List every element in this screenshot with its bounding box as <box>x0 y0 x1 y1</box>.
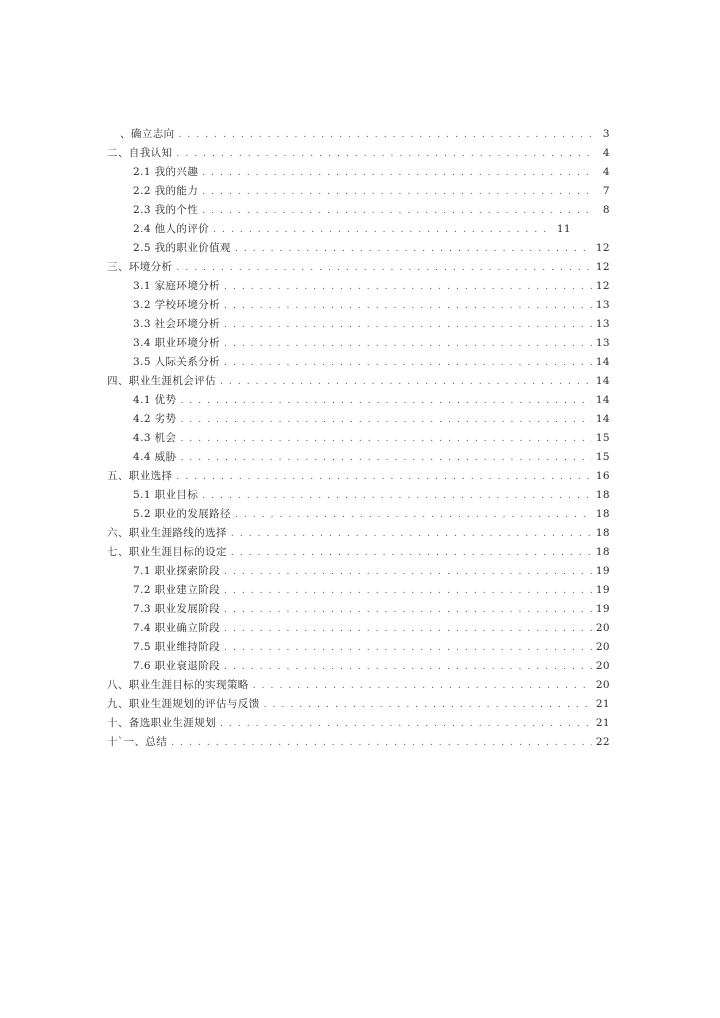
toc-leader-dots <box>224 316 592 335</box>
toc-entry[interactable] <box>133 182 610 201</box>
toc-entry-title: 3.2 学校环境分析 <box>133 299 221 311</box>
toc-leader-dots <box>180 449 591 468</box>
toc-entry-page: 19 <box>595 603 610 615</box>
toc-entry-title: 十、备选职业生涯规划 <box>107 717 216 729</box>
toc-leader-dots <box>171 734 592 753</box>
toc-entry-page: 11 <box>556 223 571 235</box>
toc-leader-dots <box>180 392 591 411</box>
toc-leader-dots <box>224 354 592 373</box>
toc-entry[interactable] <box>133 410 610 429</box>
toc-entry-title: 2.2 我的能力 <box>133 185 199 197</box>
toc-entry-page: 19 <box>595 565 610 577</box>
toc-entry-page: 20 <box>595 679 610 691</box>
toc-entry[interactable] <box>133 619 610 638</box>
toc-entry[interactable] <box>107 543 610 562</box>
toc-entry-page: 19 <box>595 584 610 596</box>
toc-leader-dots <box>220 715 592 734</box>
toc-entry[interactable] <box>133 448 610 467</box>
toc-entry-title: 十`一、总结 <box>107 736 168 748</box>
toc-leader-dots <box>253 677 592 696</box>
toc-entry[interactable] <box>107 733 610 752</box>
toc-entry-page: 18 <box>595 546 610 558</box>
toc-entry-title: 5.2 职业的发展路径 <box>133 508 231 520</box>
toc-entry[interactable] <box>120 125 610 144</box>
toc-entry[interactable] <box>107 714 610 733</box>
toc-entry[interactable] <box>133 163 610 182</box>
toc-entry-page: 12 <box>595 242 610 254</box>
toc-entry-page: 12 <box>595 261 610 273</box>
toc-entry[interactable] <box>133 334 610 353</box>
toc-entry-page: 4 <box>602 147 610 159</box>
toc-entry-title: 7.6 职业衰退阶段 <box>133 660 221 672</box>
toc-entry-page: 3 <box>602 128 610 140</box>
toc-entry-page: 7 <box>602 185 610 197</box>
toc-entry[interactable] <box>133 201 610 220</box>
toc-entry[interactable] <box>133 391 610 410</box>
toc-entry-title: 3.3 社会环境分析 <box>133 318 221 330</box>
toc-entry[interactable] <box>133 638 610 657</box>
toc-entry-title: 2.3 我的个性 <box>133 204 199 216</box>
toc-entry-title: 7.3 职业发展阶段 <box>133 603 221 615</box>
toc-entry-page: 14 <box>595 375 610 387</box>
toc-entry-page: 14 <box>595 356 610 368</box>
toc-entry-page: 22 <box>595 736 610 748</box>
toc-entry[interactable] <box>133 581 610 600</box>
toc-entry-title: 7.4 职业确立阶段 <box>133 622 221 634</box>
toc-entry-title: 四、职业生涯机会评估 <box>107 375 216 387</box>
toc-entry-page: 13 <box>595 299 610 311</box>
toc-entry-page: 21 <box>595 698 610 710</box>
toc-entry-title: 4.3 机会 <box>133 432 177 444</box>
toc-entry-page: 15 <box>595 451 610 463</box>
toc-leader-dots <box>176 145 594 164</box>
toc-entry-page: 12 <box>595 280 610 292</box>
toc-entry-title: 二、自我认知 <box>107 147 173 159</box>
toc-entry[interactable] <box>107 676 610 695</box>
toc-leader-dots <box>224 639 592 658</box>
toc-entry[interactable] <box>133 239 610 258</box>
toc-entry-title: 3.5 人际关系分析 <box>133 356 221 368</box>
toc-entry-page: 13 <box>595 337 610 349</box>
toc-leader-dots <box>264 696 592 715</box>
toc-entry[interactable] <box>133 429 610 448</box>
toc-entry-title: 5.1 职业目标 <box>133 489 199 501</box>
toc-entry-page: 18 <box>595 508 610 520</box>
toc-entry-page: 20 <box>595 660 610 672</box>
toc-entry-title: 、确立志向 <box>120 128 175 140</box>
toc-entry-title: 3.1 家庭环境分析 <box>133 280 221 292</box>
toc-entry-page: 18 <box>595 527 610 539</box>
toc-leader-dots <box>224 297 592 316</box>
toc-entry-title: 五、职业选择 <box>107 470 173 482</box>
toc-entry[interactable] <box>133 277 610 296</box>
toc-entry-title: 4.2 劣势 <box>133 413 177 425</box>
toc-entry-title: 7.1 职业探索阶段 <box>133 565 221 577</box>
toc-entry-page: 15 <box>595 432 610 444</box>
toc-leader-dots <box>202 164 594 183</box>
toc-leader-dots <box>224 601 592 620</box>
toc-entry-title: 三、环境分析 <box>107 261 173 273</box>
toc-entry-title: 六、职业生涯路线的选择 <box>107 527 227 539</box>
toc-leader-dots <box>231 525 592 544</box>
toc-entry-page: 4 <box>602 166 610 178</box>
toc-entry-title: 八、职业生涯目标的实现策略 <box>107 679 249 691</box>
toc-entry[interactable] <box>133 562 610 581</box>
toc-entry-title: 2.4 他人的评价 <box>133 223 210 235</box>
toc-leader-dots <box>224 582 592 601</box>
toc-leader-dots <box>235 506 592 525</box>
toc-entry-page: 13 <box>595 318 610 330</box>
toc-leader-dots <box>180 411 591 430</box>
toc-entry-title: 九、职业生涯规划的评估与反馈 <box>107 698 260 710</box>
toc-entry[interactable] <box>107 524 610 543</box>
toc-entry[interactable] <box>107 258 610 277</box>
toc-leader-dots <box>213 221 553 240</box>
toc-leader-dots <box>176 259 591 278</box>
toc-entry-page: 20 <box>595 622 610 634</box>
toc-entry-page: 21 <box>595 717 610 729</box>
toc-leader-dots <box>179 126 595 145</box>
toc-leader-dots <box>224 563 592 582</box>
toc-leader-dots <box>224 278 592 297</box>
toc-entry-title: 七、职业生涯目标的设定 <box>107 546 227 558</box>
toc-leader-dots <box>235 240 592 259</box>
toc-leader-dots <box>224 658 592 677</box>
toc-entry-page: 14 <box>595 413 610 425</box>
toc-entry-title: 3.4 职业环境分析 <box>133 337 221 349</box>
toc-entry-title: 2.5 我的职业价值观 <box>133 242 231 254</box>
toc-entry-title: 4.1 优势 <box>133 394 177 406</box>
toc-entry[interactable] <box>133 353 610 372</box>
toc-entry-page: 14 <box>595 394 610 406</box>
toc-leader-dots <box>202 183 594 202</box>
toc-leader-dots <box>224 620 592 639</box>
toc-leader-dots <box>202 202 594 221</box>
toc-entry-page: 8 <box>602 204 610 216</box>
toc-entry[interactable] <box>133 657 610 676</box>
toc-entry[interactable] <box>133 505 610 524</box>
toc-entry[interactable] <box>133 600 610 619</box>
toc-entry[interactable] <box>107 467 610 486</box>
toc-leader-dots <box>224 335 592 354</box>
toc-leader-dots <box>231 544 592 563</box>
toc-entry-title: 7.2 职业建立阶段 <box>133 584 221 596</box>
toc-leader-dots <box>220 373 592 392</box>
toc-leader-dots <box>176 468 591 487</box>
toc-entry-title: 4.4 威胁 <box>133 451 177 463</box>
toc-entry[interactable] <box>133 220 571 239</box>
toc-entry-title: 7.5 职业维持阶段 <box>133 641 221 653</box>
toc-entry-title: 2.1 我的兴趣 <box>133 166 199 178</box>
toc-entry[interactable] <box>107 144 610 163</box>
toc-entry-page: 16 <box>595 470 610 482</box>
toc-entry[interactable] <box>133 486 610 505</box>
toc-entry[interactable] <box>133 296 610 315</box>
toc-entry[interactable] <box>107 372 610 391</box>
toc-entry-page: 18 <box>595 489 610 501</box>
toc-leader-dots <box>202 487 592 506</box>
toc-leader-dots <box>180 430 591 449</box>
toc-entry[interactable] <box>133 315 610 334</box>
toc-entry[interactable] <box>107 695 610 714</box>
toc-entry-page: 20 <box>595 641 610 653</box>
